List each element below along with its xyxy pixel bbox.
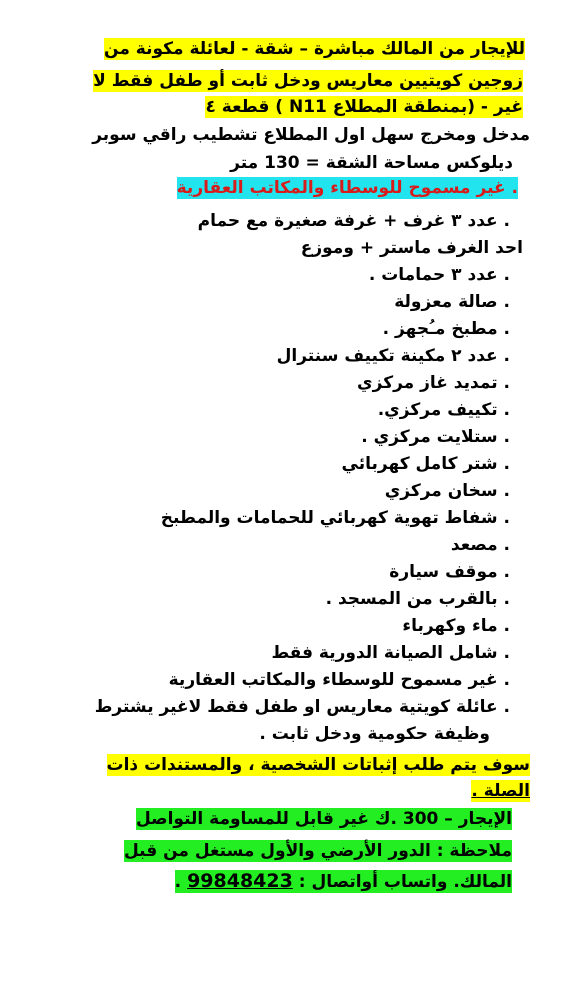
phone-number[interactable]: 99848423 [187, 870, 293, 892]
feature-item: . شامل الصيانة الدورية فقط [271, 643, 510, 663]
contact-trailing-dot: . [174, 872, 182, 892]
feature-item: . عائلة كويتية معاريس او طفل فقط لاغير يشترط [94, 697, 510, 717]
feature-item: . موقف سيارة [389, 562, 510, 582]
feature-item: . ستلايت مركزي . [361, 427, 510, 447]
note-line: ملاحظة : الدور الأرضي والأول مستغل من قبل [123, 841, 512, 861]
feature-item: . بالقرب من المسجد . [325, 589, 510, 609]
feature-rooms-detail: احد الغرف ماستر + وموزع [300, 238, 523, 258]
feature-item: . تكييف مركزي. [377, 400, 510, 420]
feature-item: . تمديد غاز مركزي [357, 373, 510, 393]
feature-item-continuation: وظيفة حكومية ودخل ثابت . [259, 724, 490, 744]
feature-rooms: . عدد ٣ غرف + غرفة صغيرة مع حمام [197, 211, 510, 231]
header-line-3: غير - (بمنطقة المطلاع N11 ) قطعة ٤ [205, 97, 523, 117]
intro-line-1: مدخل ومخرج سهل اول المطلاع تشطيب راقي سوبر [92, 125, 530, 145]
feature-item: . سخان مركزي [384, 481, 510, 501]
feature-item: . مطبخ مـُجهز . [382, 319, 510, 339]
feature-item: . عدد ٣ حمامات . [368, 265, 510, 285]
feature-item: . مصعد [450, 535, 510, 555]
feature-item: . غير مسموح للوسطاء والمكاتب العقارية [168, 670, 510, 690]
intro-line-2: ديلوكس مساحة الشقة = 130 متر [230, 153, 513, 173]
contact-label: المالك. واتساب أواتصال : [298, 872, 512, 892]
feature-item: . ماء وكهرباء [402, 616, 510, 636]
feature-item: . عدد ٢ مكينة تكييف سنترال [276, 346, 510, 366]
header-line-2: زوجين كويتيين معاريس ودخل ثابت أو طفل فقط لا [93, 71, 523, 91]
contact-line [175, 870, 512, 893]
rent-price-line: الإيجار – 300 .ك غير قابل للمساومة التواصل [135, 809, 512, 829]
documents-notice-line-1: سوف يتم طلب إثباتات الشخصية ، والمستندات ذات [106, 755, 530, 775]
feature-item: . شتر كامل كهربائي [341, 454, 510, 474]
documents-notice-line-2: الصلة . [471, 781, 530, 801]
feature-item: . شفاط تهوية كهربائي للحمامات والمطبخ [160, 508, 510, 528]
no-agents-notice: . غير مسموح للوسطاء والمكاتب العقارية [176, 178, 518, 198]
header-line-1: للإيجار من المالك مباشرة – شقة - لعائلة مكونة من [104, 39, 525, 59]
feature-item: . صالة معزولة [394, 292, 510, 312]
